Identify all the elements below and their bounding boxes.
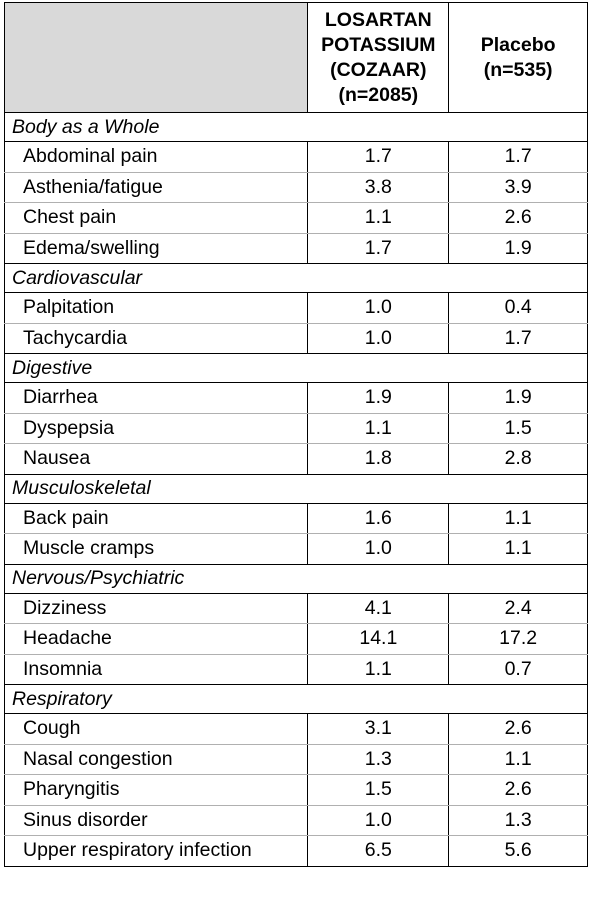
category-label: Respiratory [5,685,588,714]
placebo-value: 1.1 [449,534,588,565]
category-label: Nervous/Psychiatric [5,564,588,593]
row-label: Edema/swelling [5,233,308,264]
header-losartan [308,3,449,113]
table-row [5,624,588,655]
table-row [5,383,588,414]
placebo-value: 1.5 [449,413,588,444]
table-row [5,444,588,475]
row-label: Dizziness [5,593,308,624]
losartan-value: 1.5 [308,775,449,806]
table-row [5,534,588,565]
losartan-value: 1.1 [308,654,449,685]
row-label: Upper respiratory infection [5,836,308,867]
placebo-value: 1.7 [449,142,588,173]
placebo-value: 1.1 [449,503,588,534]
category-label: Musculoskeletal [5,474,588,503]
category-row [5,685,588,714]
placebo-value: 5.6 [449,836,588,867]
table-header [5,3,588,113]
table-row [5,413,588,444]
placebo-value: 3.9 [449,172,588,203]
row-label: Palpitation [5,293,308,324]
row-label: Muscle cramps [5,534,308,565]
row-label: Headache [5,624,308,655]
table-row [5,233,588,264]
category-label: Cardiovascular [5,264,588,293]
row-label: Pharyngitis [5,775,308,806]
losartan-value: 1.0 [308,805,449,836]
header-losartan-line: POTASSIUM [321,33,436,56]
table-row [5,323,588,354]
header-losartan-line: (COZAAR) [330,58,427,81]
table-row [5,805,588,836]
adverse-events-table [4,2,588,867]
category-row [5,113,588,142]
losartan-value: 1.8 [308,444,449,475]
losartan-value: 1.0 [308,293,449,324]
category-row [5,564,588,593]
table-row [5,775,588,806]
losartan-value: 1.1 [308,203,449,234]
header-losartan-line: LOSARTAN [324,8,432,31]
header-placebo-line: (n=535) [483,58,553,81]
losartan-value: 4.1 [308,593,449,624]
row-label: Nausea [5,444,308,475]
losartan-value: 1.3 [308,744,449,775]
losartan-value: 6.5 [308,836,449,867]
table-row [5,293,588,324]
losartan-value: 1.0 [308,323,449,354]
table-row [5,503,588,534]
header-corner-cell [5,3,308,113]
losartan-value: 1.1 [308,413,449,444]
losartan-value: 3.8 [308,172,449,203]
row-label: Diarrhea [5,383,308,414]
header-losartan-line: (n=2085) [338,83,419,106]
category-row [5,474,588,503]
table-row [5,654,588,685]
placebo-value: 1.1 [449,744,588,775]
row-label: Nasal congestion [5,744,308,775]
row-label: Back pain [5,503,308,534]
row-label: Dyspepsia [5,413,308,444]
table-row [5,172,588,203]
table-row [5,744,588,775]
losartan-value: 14.1 [308,624,449,655]
losartan-value: 1.0 [308,534,449,565]
placebo-value: 2.8 [449,444,588,475]
category-row [5,264,588,293]
header-row [5,3,588,113]
losartan-value: 1.7 [308,142,449,173]
placebo-value: 1.3 [449,805,588,836]
row-label: Sinus disorder [5,805,308,836]
losartan-value: 1.7 [308,233,449,264]
table-row [5,593,588,624]
category-row [5,354,588,383]
row-label: Abdominal pain [5,142,308,173]
header-placebo [449,3,588,113]
table-row [5,836,588,867]
row-label: Cough [5,714,308,745]
placebo-value: 2.6 [449,775,588,806]
placebo-value: 1.9 [449,383,588,414]
placebo-value: 0.7 [449,654,588,685]
losartan-value: 3.1 [308,714,449,745]
header-placebo-line: Placebo [480,33,556,56]
category-label: Digestive [5,354,588,383]
losartan-value: 1.6 [308,503,449,534]
placebo-value: 17.2 [449,624,588,655]
row-label: Insomnia [5,654,308,685]
row-label: Asthenia/fatigue [5,172,308,203]
table-row [5,203,588,234]
placebo-value: 0.4 [449,293,588,324]
row-label: Tachycardia [5,323,308,354]
placebo-value: 1.9 [449,233,588,264]
placebo-value: 1.7 [449,323,588,354]
row-label: Chest pain [5,203,308,234]
placebo-value: 2.6 [449,714,588,745]
placebo-value: 2.6 [449,203,588,234]
table-row [5,142,588,173]
category-label: Body as a Whole [5,113,588,142]
table-row [5,714,588,745]
losartan-value: 1.9 [308,383,449,414]
placebo-value: 2.4 [449,593,588,624]
table-body [5,113,588,867]
